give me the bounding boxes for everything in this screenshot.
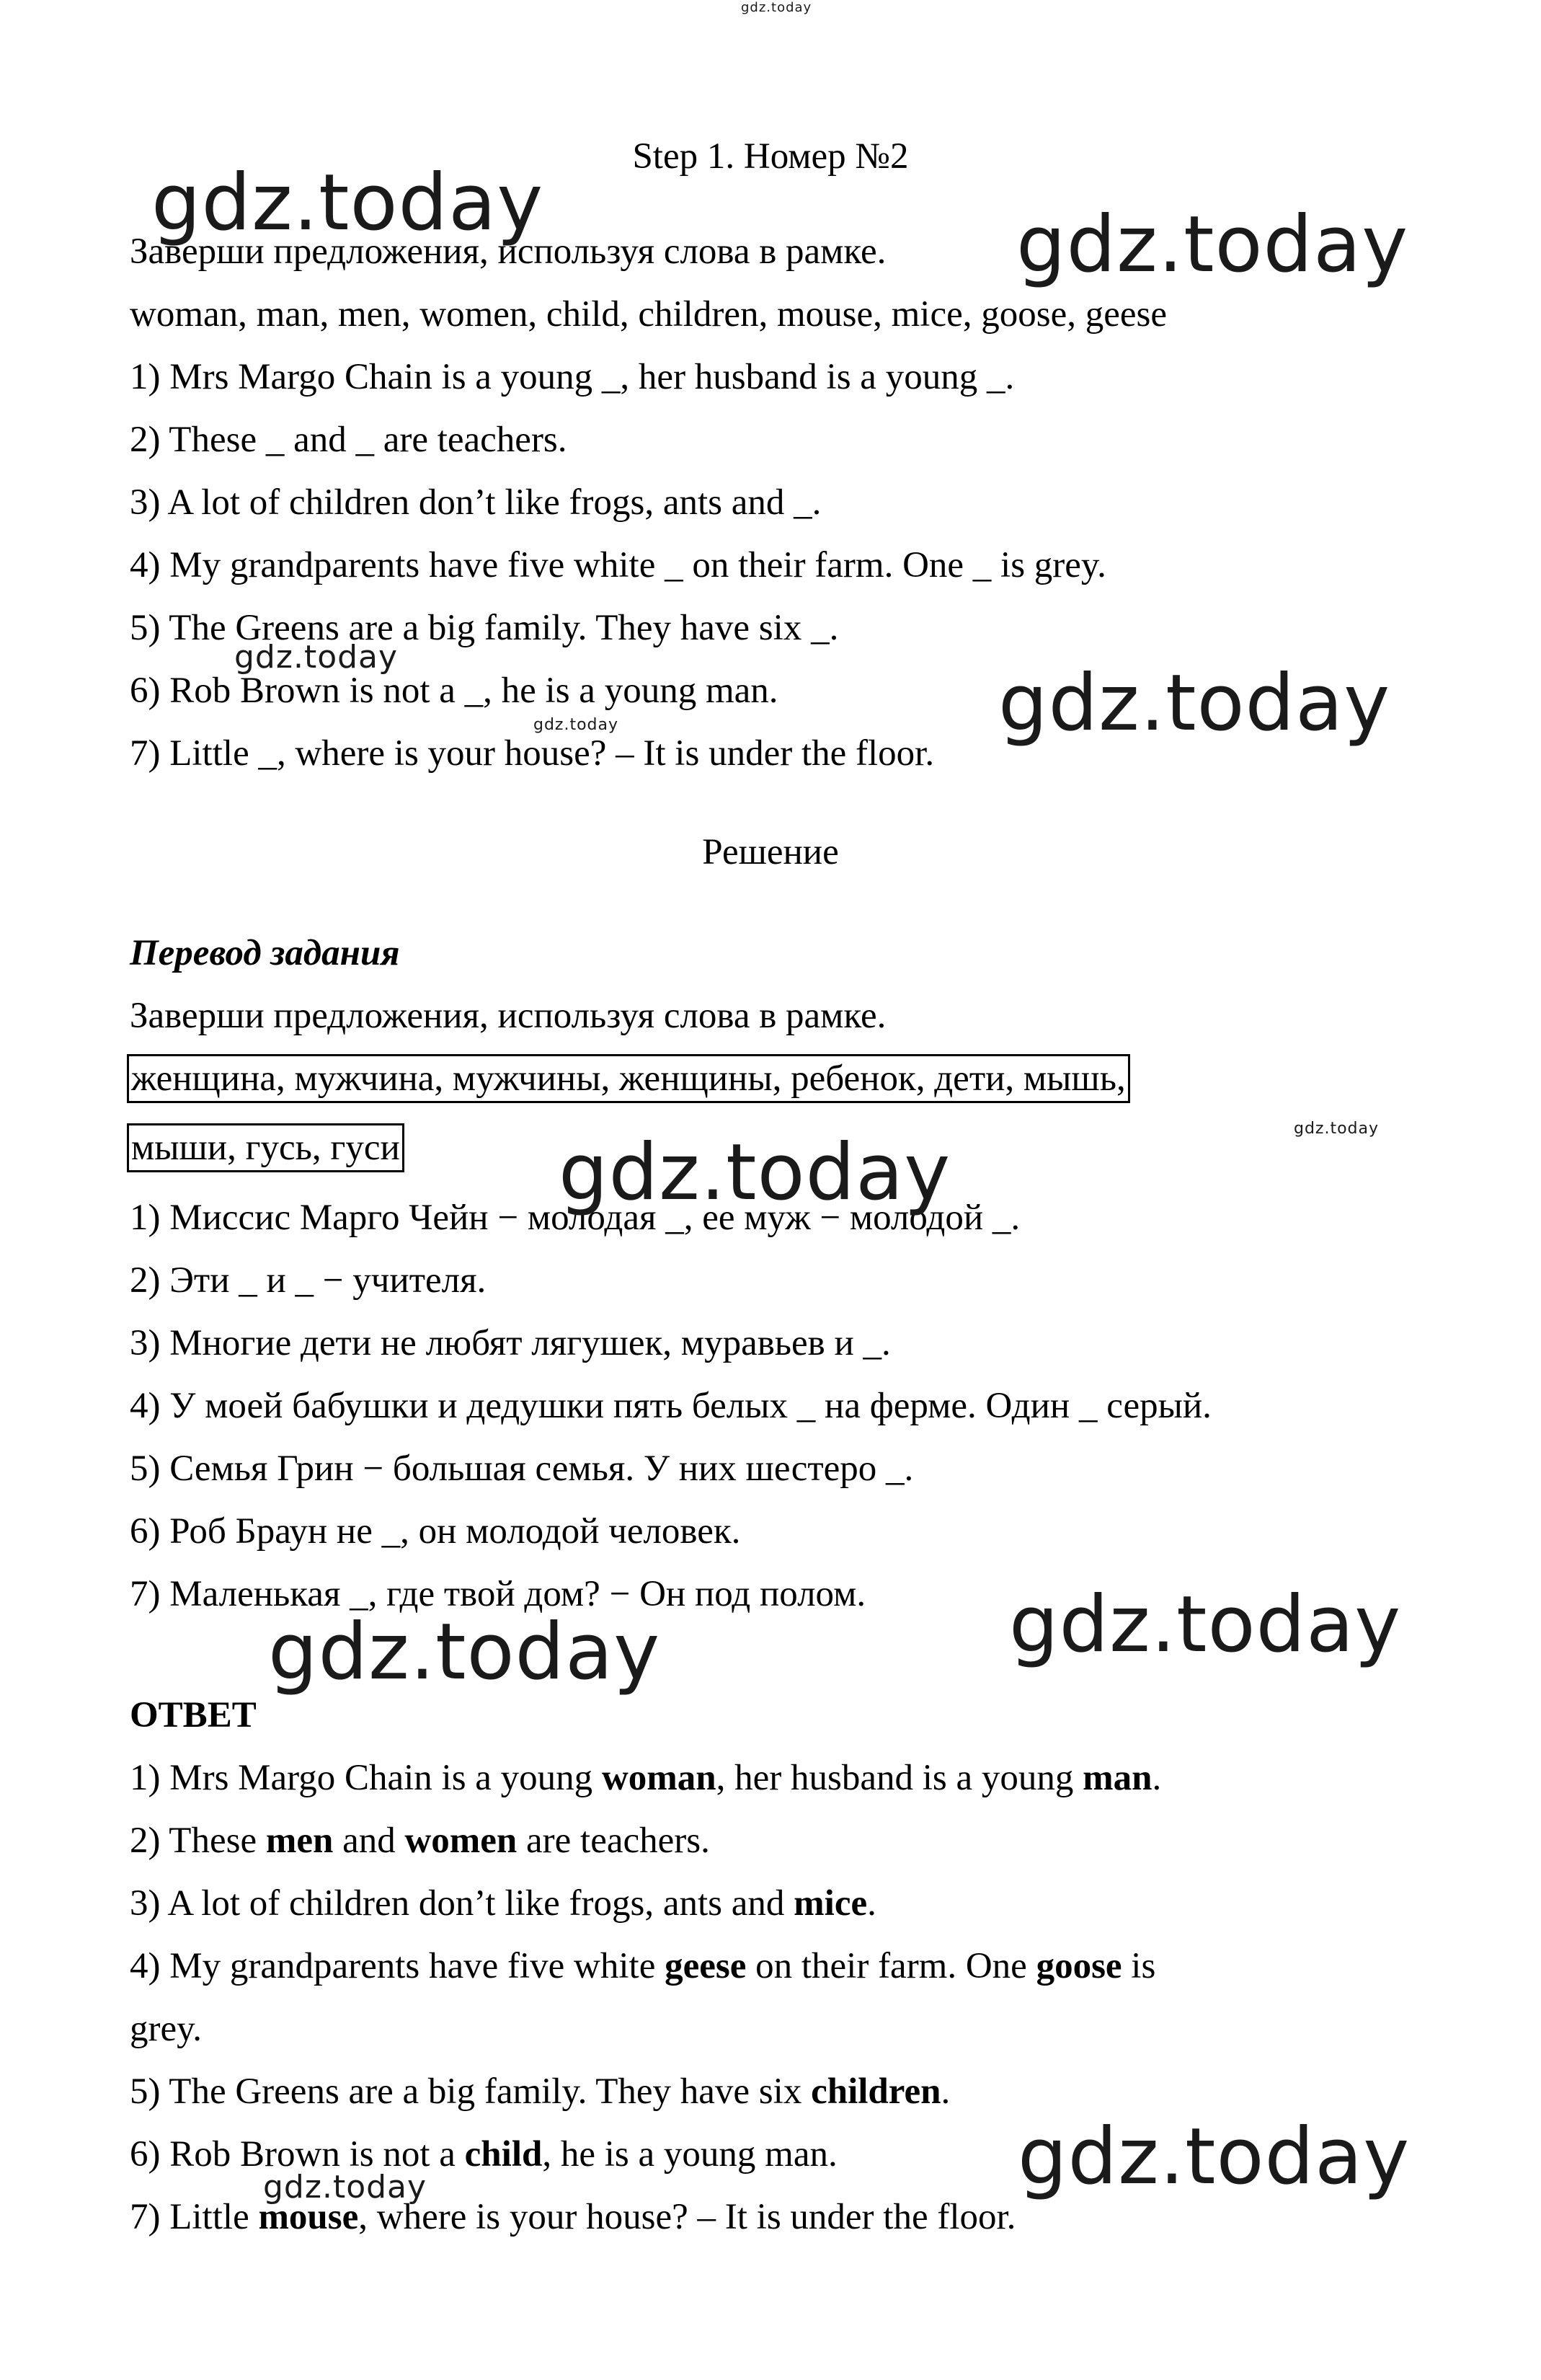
answer-4-text-mid: on their farm. One [746,1946,1036,1986]
word-box-line-2 [127,1123,404,1172]
translation-sentence-1: 1) Миссис Марго Чейн − молодая _, ее муж − молодой _. [130,1198,1021,1238]
watermark-1: gdz.today [151,158,544,248]
answer-4-continuation: grey. [130,2009,203,2049]
answer-6-text: 6) Rob Brown is not a [130,2134,465,2175]
answer-1-text-end: . [1152,1758,1162,1798]
answer-2-word-2: women [404,1821,518,1861]
word-box-frame-1: женщина, мужчина, мужчины, женщины, ребенок, дети, мышь, [127,1054,1130,1103]
answer-2 [130,1818,710,1863]
watermark-5: gdz.today [998,658,1391,748]
watermark-4: gdz.today [533,716,619,734]
task-sentence-5: 5) The Greens are a big family. They have six _. [130,608,839,648]
watermark-7: gdz.today [559,1128,951,1218]
watermark-8: gdz.today [1009,1580,1402,1670]
translation-sentence-7: 7) Маленькая _, где твой дом? − Он под полом. [130,1574,866,1614]
answer-6-text-end: , he is a young man. [542,2134,838,2175]
answer-4-word-2: goose [1036,1946,1122,1986]
task-title: Step 1. Номер №2 [632,136,909,177]
answer-3 [130,1881,876,1926]
translation-sentence-4: 4) У моей бабушки и дедушки пять белых _ на ферме. Один _ серый. [130,1386,1212,1426]
task-sentence-2: 2) These _ and _ are teachers. [130,420,567,460]
answer-7-word-1: mouse [258,2197,359,2237]
watermark-2: gdz.today [1016,200,1409,290]
answer-5-word-1: children [811,2071,941,2112]
task-sentence-6: 6) Rob Brown is not a _, he is a young man. [130,671,778,711]
translation-sentence-3: 3) Многие дети не любят лягушек, муравьев и _. [130,1323,891,1363]
answer-4-text: 4) My grandparents have five white [130,1946,665,1986]
watermark-9: gdz.today [268,1607,661,1697]
task-sentence-4: 4) My grandparents have five white _ on their farm. One _ is grey. [130,545,1106,585]
translation-heading: Перевод задания [130,933,400,973]
word-list: woman, man, men, women, child, children, mouse, mice, goose, geese [130,294,1167,335]
watermark-11: gdz.today [263,2169,427,2206]
translation-sentence-2: 2) Эти _ и _ − учителя. [130,1260,487,1301]
answer-5-text-end: . [941,2071,951,2112]
translation-sentence-6: 6) Роб Браун не _, он молодой человек. [130,1511,741,1552]
answer-1 [130,1756,1161,1800]
answer-6 [130,2132,838,2177]
answer-4 [130,1944,1155,1989]
answer-7-text: 7) Little [130,2197,259,2237]
answer-7-text-end: , where is your house? – It is under the floor. [358,2197,1016,2237]
answer-5 [130,2069,950,2114]
answer-1-word-1: woman [601,1758,716,1798]
task-instruction: Заверши предложения, используя слова в рамке. [130,231,887,272]
watermark-3: gdz.today [234,639,399,676]
answer-3-text-end: . [867,1883,876,1924]
task-sentence-1: 1) Mrs Margo Chain is a young _, her husband is a young _. [130,357,1015,397]
answer-3-word-1: mice [794,1883,868,1924]
watermark-top: gdz.today [741,0,812,15]
answer-6-word-1: child [464,2134,543,2175]
word-box-line-1 [127,1054,1130,1103]
answer-5-text: 5) The Greens are a big family. They have six [130,2071,812,2112]
watermark-6: gdz.today [1294,1120,1380,1138]
answer-1-text: 1) Mrs Margo Chain is a young [130,1758,602,1798]
task-sentence-3: 3) A lot of children don’t like frogs, ants and _. [130,482,822,523]
watermark-10: gdz.today [1018,2112,1411,2202]
task-sentence-7: 7) Little _, where is your house? – It is under the floor. [130,733,935,774]
answer-2-word-1: men [265,1821,334,1861]
answer-2-text-end: are teachers. [517,1821,710,1861]
answer-1-text-mid: , her husband is a young [716,1758,1083,1798]
answer-2-text: 2) These [130,1821,266,1861]
answer-4-text-end: is [1122,1946,1156,1986]
translation-sentence-5: 5) Семья Грин − большая семья. У них шестеро _. [130,1448,914,1489]
answer-1-word-2: man [1083,1758,1153,1798]
translation-instruction: Заверши предложения, используя слова в рамке. [130,996,887,1036]
answer-2-text-mid: and [333,1821,405,1861]
answer-4-word-1: geese [665,1946,747,1986]
answer-heading: ОТВЕТ [130,1695,257,1735]
word-box-frame-2: мыши, гусь, гуси [127,1123,404,1172]
solution-title: Решение [702,832,839,872]
answer-3-text: 3) A lot of children don’t like frogs, ants and [130,1883,794,1924]
